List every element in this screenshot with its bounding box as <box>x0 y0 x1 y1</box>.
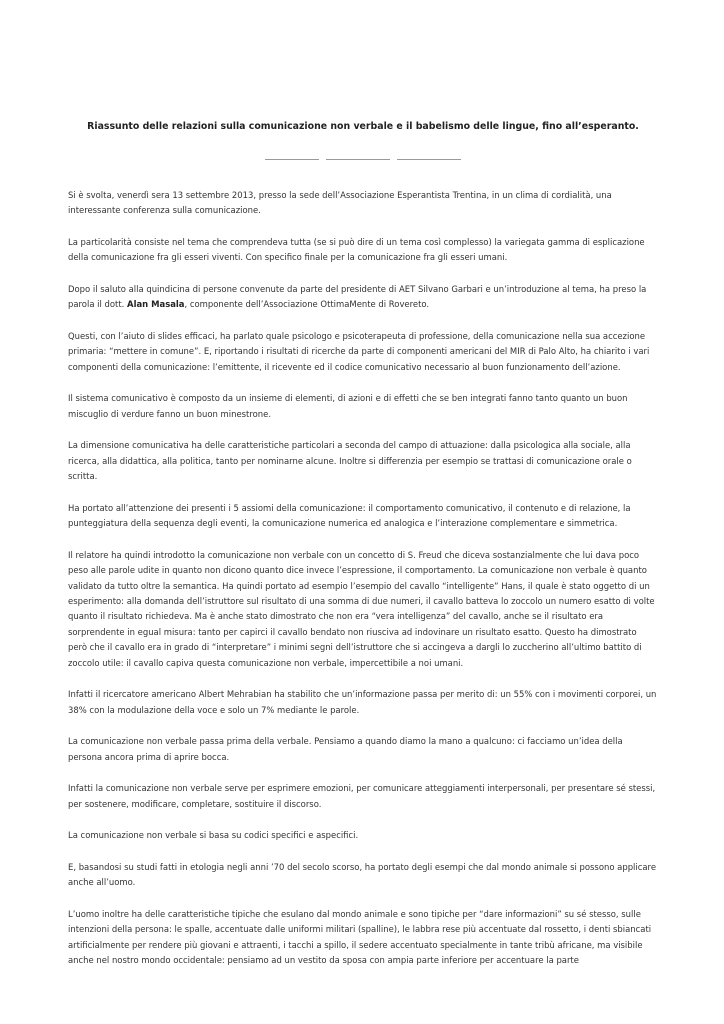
title-separator <box>68 154 658 166</box>
paragraph-text: , componente dell’Associazione OttimaMente di Rovereto. <box>184 299 430 310</box>
paragraph: Il relatore ha quindi introdotto la comunicazione non verbale con un concetto di S. Freud che diceva sostanzialmente che lui dava poco peso alle parole udite in quanto non dicono quanto dice invece l’espressione, il comportamento. La comunicazione non verbale è quanto validato da tutto oltre la semantica. Ha quindi portato ad esempio l’esempio del cavallo “intelligente” Hans, il quale è stato oggetto di un esperimento: alla domanda dell’istruttore sul risultato di una somma di due numeri, il cavallo batteva lo zoccolo un numero esatto di volte quanto il risultato richiedeva. Ma è anche stato dimostrato che non era “vera intelligenza” del cavallo, anche se il risultato era sorprendente in egual misura: tanto per capirci il cavallo bendato non riusciva ad indovinare un risultato esatto. Questo ha dimostrato però che il cavallo era in grado di “interpretare” i minimi segni dell’istruttore che si accingeva a dargli lo zuccherino all’ultimo battito di zoccolo utile: il cavallo capiva questa comunicazione non verbale, impercettibile a noi umani. <box>68 549 655 668</box>
paragraph: Si è svolta, venerdì sera 13 settembre 2013, presso la sede dell’Associazione Esperantista Trentina, in un clima di cordialità, una interessante conferenza sulla comunicazione. <box>68 190 612 216</box>
document-title: Riassunto delle relazioni sulla comunicazione non verbale e il babelismo delle lingue, fino all’esperanto. <box>87 121 639 132</box>
paragraph: La dimensione comunicativa ha delle caratteristiche particolari a seconda del campo di attuazione: dalla psicologica alla sociale, alla ricerca, alla didattica, alla politica, tanto per nominarne alcune. Inoltre si differenzia per esempio se trattasi di comunicazione orale o scritta. <box>68 440 632 482</box>
paragraph: E, basandosi su studi fatti in etologia negli anni ’70 del secolo scorso, ha portato degli esempi che dal mondo animale si possono applicare anche all’uomo. <box>68 861 657 888</box>
paragraph: L’uomo inoltre ha delle caratteristiche tipiche che esulano dal mondo animale e sono tipiche per “dare informazioni” su sé stesso, sulle intenzioni della persona: le spalle, accentuate dalle uniformi militari (spalline), le labbra rese più accentuate dal rossetto, i denti sbiancati artificialmente per rendere più giovani e attraenti, i tacchi a spillo, il sedere accentuato specialmente in tante tribù africane, ma visibile anche nel nostro mondo occidentale: pensiamo ad un vestito da sposa con ampia parte inferiore per accentuare la parte <box>68 908 652 966</box>
paragraph: Infatti la comunicazione non verbale serve per esprimere emozioni, per comunicare atteggiamenti interpersonali, per presentare sé stessi, per sostenere, modificare, completare, sostituire il discorso. <box>68 783 656 809</box>
paragraph <box>68 282 658 313</box>
paragraph: Infatti il ricercatore americano Albert Mehrabian ha stabilito che un’informazione passa per merito di: un 55% con i movimenti corporei, un 38% con la modulazione della voce e solo un 7% mediante le parole. <box>68 689 657 715</box>
paragraph: La comunicazione non verbale passa prima della verbale. Pensiamo a quando diamo la mano a qualcuno: ci facciamo un’idea della persona ancora prima di aprire bocca. <box>68 736 623 762</box>
paragraph: La particolarità consiste nel tema che comprendeva tutta (se si può dire di un tema così complesso) la variegata gamma di esplicazione della comunicazione fra gli esseri viventi. Con specifico finale per la comunicazione fra gli esseri umani. <box>68 237 645 263</box>
paragraph: Questi, con l’aiuto di slides efficaci, ha parlato quale psicologo e psicoterapeuta di professione, della comunicazione nella sua accezione primaria: “mettere in comune”. E, riportando i risultati di ricerche da parte di componenti americani del MIR di Palo Alto, ha chiarito i vari componenti della comunicazione: l’emittente, il ricevente ed il codice comunicativo necessario al buon funzionamento dell’azione. <box>68 331 650 372</box>
separator-line <box>397 159 461 160</box>
document-page <box>68 120 658 985</box>
paragraph: La comunicazione non verbale si basa su codici specifici e aspecifici. <box>68 830 359 841</box>
speaker-name: Alan Masala <box>127 299 185 310</box>
paragraph: Ha portato all’attenzione dei presenti i 5 assiomi della comunicazione: il comportamento comunicativo, il contenuto e di relazione, la punteggiatura della sequenza degli eventi, la comunicazione numerica ed analogica e l’interazione complementare e simmetrica. <box>68 502 631 529</box>
paragraph: Il sistema comunicativo è composto da un insieme di elementi, di azioni e di effetti che se ben integrati fanno tanto quanto un buon miscuglio di verdure fanno un buon minestrone. <box>68 393 628 419</box>
document-body <box>68 188 658 968</box>
separator-line <box>326 159 390 160</box>
paragraph-text: Dopo il saluto alla quindicina di persone convenute da parte del presidente di AET Silvano Garbari e un’introduzione al tema, ha preso la parola il dott. <box>68 284 647 310</box>
separator-line <box>265 159 319 160</box>
